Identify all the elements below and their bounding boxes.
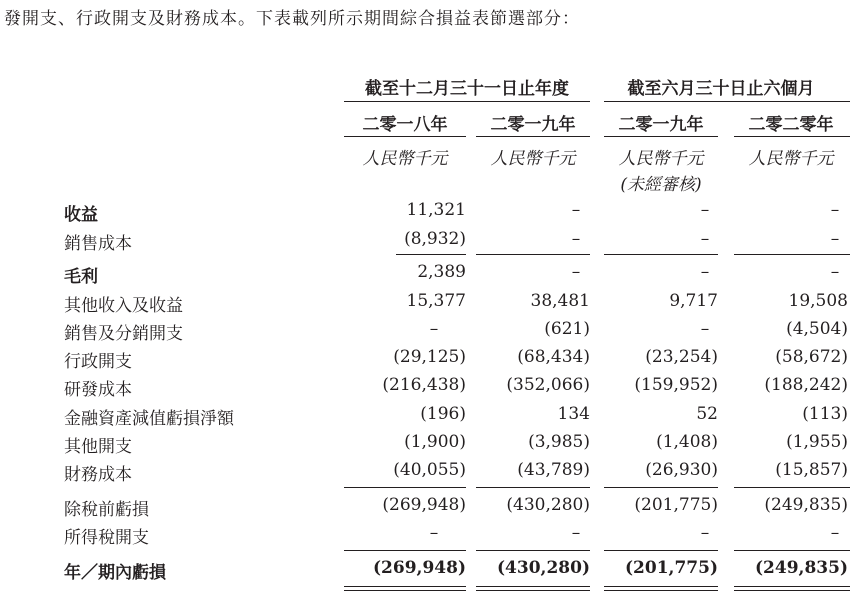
row-value: 2,389: [417, 262, 466, 282]
header-group-fiscal-year: 截至十二月三十一日止年度: [365, 79, 569, 99]
row-label: 所得稅開支: [64, 528, 149, 548]
subtotal-rule-2-col4: [734, 487, 850, 488]
row-value: –: [571, 200, 581, 220]
row-value: (216,438): [382, 375, 466, 395]
row-value: (249,835): [764, 495, 848, 515]
total-double-rule-col3: [604, 586, 718, 591]
row-value: (430,280): [506, 495, 590, 515]
column-year-2: 二零一九年: [490, 115, 576, 135]
row-value: –: [830, 262, 840, 282]
row-value: (8,932): [404, 229, 466, 249]
total-double-rule-col2: [476, 586, 590, 591]
column-unit-4: 人民幣千元: [748, 149, 834, 169]
row-value: (201,775): [634, 495, 718, 515]
row-value: (201,775): [625, 558, 718, 578]
column-year-3: 二零一九年: [618, 115, 704, 135]
subtotal-rule-2-col3: [604, 487, 718, 488]
subtotal-rule-1-col2: [476, 254, 590, 255]
row-value: (15,857): [775, 460, 848, 480]
row-value: (1,955): [786, 432, 848, 452]
row-value: 15,377: [406, 291, 466, 311]
row-label: 行政開支: [64, 352, 132, 372]
row-value: (29,125): [393, 347, 466, 367]
row-value: (1,900): [404, 432, 466, 452]
row-value: (68,434): [517, 347, 590, 367]
row-label: 收益: [64, 205, 98, 225]
column-year-4: 二零二零年: [748, 115, 834, 135]
subtotal-rule-1-col3: [604, 254, 718, 255]
row-value: 134: [557, 404, 590, 424]
row-label: 銷售成本: [64, 234, 132, 254]
row-value: 9,717: [669, 291, 718, 311]
row-label: 研發成本: [64, 380, 132, 400]
row-value: –: [700, 523, 710, 543]
row-label: 金融資產減值虧損淨額: [64, 409, 234, 429]
row-value: –: [571, 262, 581, 282]
subtotal-rule-1-col1: [396, 254, 466, 255]
row-value: –: [700, 229, 710, 249]
row-value: 11,321: [406, 200, 466, 220]
row-value: (23,254): [645, 347, 718, 367]
row-value: (40,055): [393, 460, 466, 480]
row-label: 除稅前虧損: [64, 500, 149, 520]
column-year-rule-3: [604, 136, 718, 137]
row-value: –: [571, 229, 581, 249]
row-value: –: [700, 262, 710, 282]
row-label: 其他收入及收益: [64, 296, 183, 316]
row-value: –: [700, 200, 710, 220]
subtotal-rule-3-col3: [604, 550, 718, 551]
subtotal-rule-3-col2: [476, 550, 590, 551]
intro-text: 發開支、行政開支及財務成本。下表載列所示期間綜合損益表節選部分：: [4, 9, 580, 29]
total-double-rule-col4: [734, 586, 850, 591]
row-value: –: [571, 523, 581, 543]
row-value: –: [830, 523, 840, 543]
row-value: 52: [696, 404, 718, 424]
row-value: (188,242): [764, 375, 848, 395]
subtotal-rule-2-col2: [476, 487, 590, 488]
row-value: 38,481: [530, 291, 590, 311]
row-value: (159,952): [634, 375, 718, 395]
row-value: (269,948): [373, 558, 466, 578]
row-value: (621): [544, 319, 590, 339]
column-year-rule-1: [344, 136, 466, 137]
row-value: (249,835): [755, 558, 848, 578]
row-value: (3,985): [528, 432, 590, 452]
row-value: (430,280): [497, 558, 590, 578]
column-unit-3: 人民幣千元: [618, 149, 704, 169]
row-value: (113): [802, 404, 848, 424]
column-unit-2: 人民幣千元: [490, 149, 576, 169]
column-year-rule-4: [734, 136, 850, 137]
row-value: –: [429, 523, 439, 543]
subtotal-rule-3-col4: [734, 550, 850, 551]
row-label: 財務成本: [64, 465, 132, 485]
header-group-rule-2: [604, 101, 850, 102]
row-value: (1,408): [656, 432, 718, 452]
subtotal-rule-1-col4: [734, 254, 850, 255]
total-double-rule-col1: [344, 586, 466, 591]
row-label: 年／期內虧損: [64, 563, 166, 583]
column-unit-1: 人民幣千元: [362, 149, 448, 169]
subtotal-rule-2-col1: [344, 487, 466, 488]
row-value: (4,504): [786, 319, 848, 339]
row-value: (58,672): [775, 347, 848, 367]
row-value: –: [830, 200, 840, 220]
row-value: –: [429, 319, 439, 339]
subtotal-rule-3-col1: [344, 550, 466, 551]
row-value: –: [700, 319, 710, 339]
row-value: (269,948): [382, 495, 466, 515]
row-label: 銷售及分銷開支: [64, 324, 183, 344]
row-value: (26,930): [645, 460, 718, 480]
row-value: 19,508: [788, 291, 848, 311]
column-note-unaudited: (未經審核): [620, 175, 702, 195]
column-year-rule-2: [476, 136, 590, 137]
row-label: 毛利: [64, 267, 98, 287]
row-value: (352,066): [506, 375, 590, 395]
row-value: (43,789): [517, 460, 590, 480]
row-label: 其他開支: [64, 437, 132, 457]
column-year-1: 二零一八年: [362, 115, 448, 135]
header-group-six-months: 截至六月三十日止六個月: [627, 79, 815, 99]
row-value: (196): [420, 404, 466, 424]
header-group-rule-1: [344, 101, 590, 102]
row-value: –: [830, 229, 840, 249]
